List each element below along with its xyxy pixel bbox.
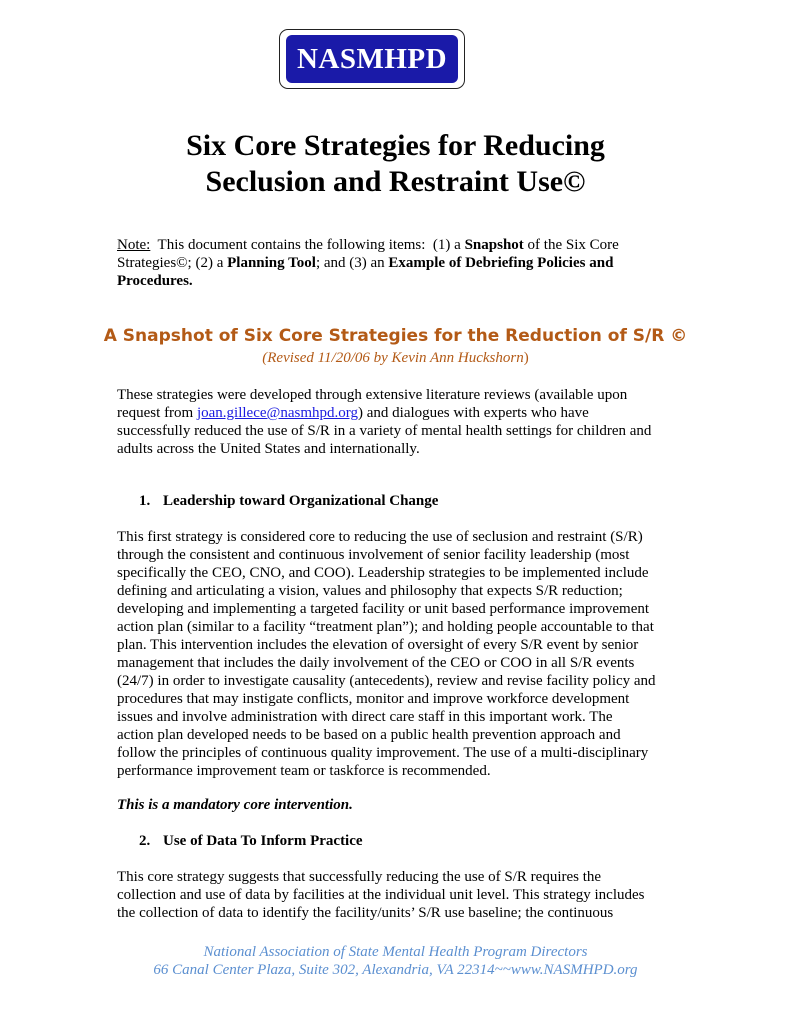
footer-org-name: National Association of State Mental Health Program Directors	[203, 944, 588, 960]
intro-paragraph	[117, 386, 677, 458]
snapshot-revision: (Revised 11/20/06 by Kevin Ann Huckshorn	[262, 350, 524, 366]
email-link[interactable]: joan.gillece@nasmhpd.org	[196, 405, 358, 421]
body-line: through the consistent and continuous involvement of senior facility leadership (most	[117, 547, 630, 563]
snapshot-subtitle	[0, 350, 791, 367]
section-1-heading	[139, 493, 438, 510]
section-1-body	[117, 528, 677, 780]
body-line: management that includes the daily involvement of the CEO or COO in all S/R events	[117, 655, 635, 671]
logo-text: NASMHPD	[296, 42, 448, 75]
intro-line: successfully reduced the use of S/R in a variety of mental health settings for children and	[117, 423, 652, 439]
section-2-title: Use of Data To Inform Practice	[163, 833, 363, 849]
note-text: This document contains the following items: (1) a	[150, 237, 465, 253]
section-2-heading	[139, 833, 363, 850]
body-line: plan. This intervention includes the elevation of oversight of every S/R event by senior	[117, 637, 639, 653]
page-title-line-1: Six Core Strategies for Reducing	[186, 129, 605, 162]
intro-line: These strategies were developed through extensive literature reviews (available upon	[117, 387, 628, 403]
section-2-body	[117, 868, 677, 922]
body-line: specifically the CEO, CNO, and COO). Leadership strategies to be implemented include	[117, 565, 649, 581]
intro-line: adults across the United States and internationally.	[117, 441, 420, 457]
note-text: Strategies©; (2) a	[117, 255, 228, 271]
note-text: of the Six Core	[523, 237, 619, 253]
logo-badge	[286, 35, 458, 83]
note-paragraph	[117, 236, 677, 290]
body-line: follow the principles of continuous quality improvement. The use of a multi-disciplinary	[117, 745, 649, 761]
body-line: (24/7) in order to investigate causality (antecedents), review and revise facility policy and	[117, 673, 656, 689]
body-line: developing and implementing a targeted facility or unit based performance improvement	[117, 601, 650, 617]
note-planning-tool-term: Planning Tool	[227, 255, 316, 271]
snapshot-paren: )	[523, 350, 529, 366]
section-1-number: 1.	[139, 493, 151, 509]
nasmhpd-logo	[279, 29, 465, 89]
mandatory-note: This is a mandatory core intervention.	[117, 797, 353, 813]
body-line: This core strategy suggests that successfully reducing the use of S/R requires the	[117, 869, 602, 885]
body-line: action plan developed needs to be based on a public health prevention approach and	[117, 727, 621, 743]
note-label: Note:	[117, 237, 151, 253]
section-2-number: 2.	[139, 833, 151, 849]
intro-text: ) and dialogues with experts who have	[358, 405, 589, 421]
body-line: issues and involve administration with direct care staff in this important work. The	[117, 709, 613, 725]
body-line: the collection of data to identify the facility/units’ S/R use baseline; the continuous	[117, 905, 614, 921]
section-1-title: Leadership toward Organizational Change	[163, 493, 439, 509]
note-text: ; and (3) an	[315, 255, 389, 271]
body-line: collection and use of data by facilities at the individual unit level. This strategy includes	[117, 887, 645, 903]
body-line: defining and articulating a vision, values and philosophy that expects S/R reduction;	[117, 583, 623, 599]
snapshot-title: A Snapshot of Six Core Strategies for the Reduction of S/R ©	[103, 326, 688, 346]
body-line: This first strategy is considered core to reducing the use of seclusion and restraint (S/R)	[117, 529, 643, 545]
body-line: procedures that may instigate conflicts, monitor and improve workforce development	[117, 691, 630, 707]
body-line: action plan (similar to a facility “treatment plan”); and holding people accountable to that	[117, 619, 654, 635]
page-title-line-2: Seclusion and Restraint Use©	[205, 165, 586, 198]
intro-text: request from	[117, 405, 197, 421]
note-debriefing-term-end: Procedures.	[117, 273, 193, 289]
body-line: performance improvement team or taskforce is recommended.	[117, 763, 491, 779]
note-snapshot-term: Snapshot	[464, 237, 524, 253]
note-debriefing-term: Example of Debriefing Policies and	[388, 255, 614, 271]
footer-address: 66 Canal Center Plaza, Suite 302, Alexandria, VA 22314~~www.NASMHPD.org	[153, 962, 638, 978]
